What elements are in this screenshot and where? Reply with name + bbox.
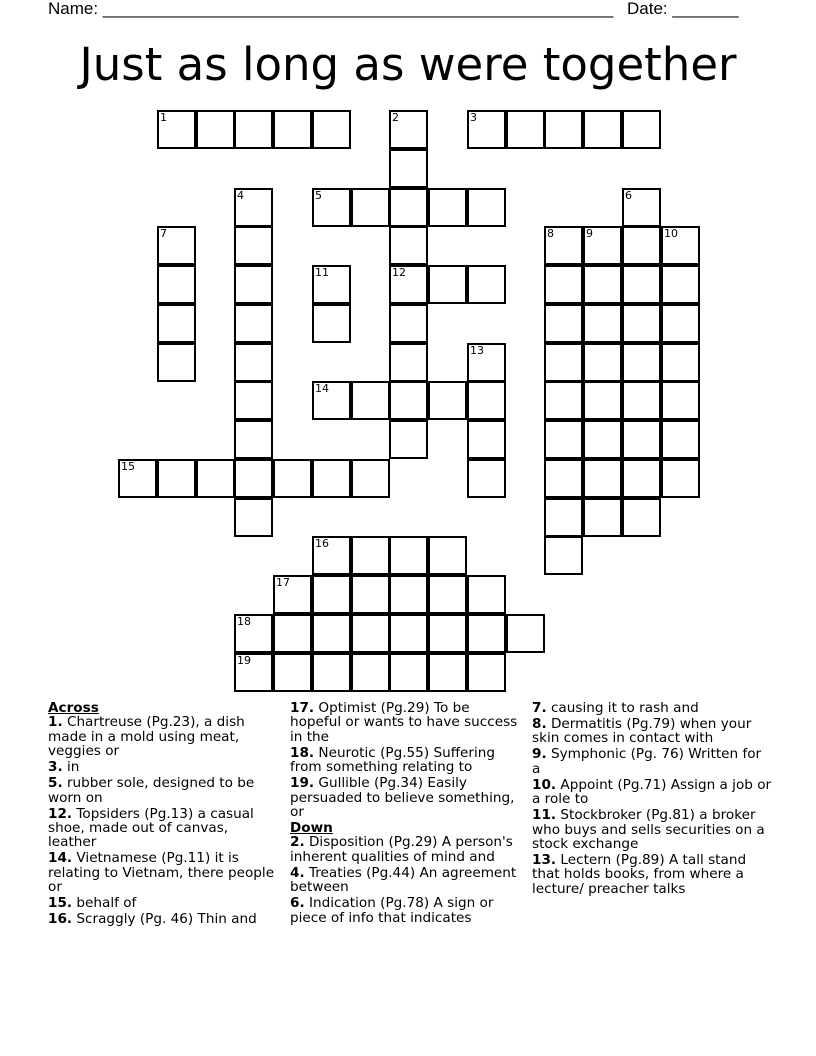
clue-number: 11.	[532, 807, 557, 824]
grid-cell[interactable]	[312, 459, 351, 498]
grid-cell[interactable]	[583, 265, 622, 304]
clue-number: 12.	[48, 805, 73, 822]
grid-cell[interactable]	[428, 265, 467, 304]
clue-item	[290, 896, 524, 925]
grid-cell[interactable]	[157, 226, 196, 265]
grid-cell[interactable]	[661, 459, 700, 498]
clue-item	[48, 851, 280, 894]
clue-list	[290, 835, 524, 925]
grid-cell[interactable]	[583, 110, 622, 149]
clue-item	[532, 778, 772, 807]
grid-cell[interactable]	[389, 575, 428, 614]
grid-cell[interactable]	[234, 188, 273, 227]
grid-cell[interactable]	[312, 188, 351, 227]
clue-number: 2	[392, 111, 399, 124]
grid-cell[interactable]	[583, 343, 622, 382]
grid-cell[interactable]	[622, 343, 661, 382]
clue-text: Appoint (Pg.71) Assign a job or a role to	[532, 776, 772, 808]
clue-text: Gullible (Pg.34) Easily persuaded to believe something, or	[290, 775, 515, 821]
grid-cell[interactable]	[661, 304, 700, 343]
clue-number: 3.	[48, 759, 63, 776]
clue-text: Indication (Pg.78) A sign or piece of info that indicates	[290, 895, 494, 926]
clue-text: rubber sole, designed to be worn on	[48, 775, 255, 806]
grid-cell[interactable]	[428, 536, 467, 575]
clue-text: Lectern (Pg.89) A tall stand that holds books, from where a lecture/ preacher talks	[532, 852, 747, 897]
puzzle-title: Just as long as were together	[79, 38, 737, 91]
clue-number: 7	[160, 227, 167, 240]
grid-cell[interactable]	[544, 498, 583, 537]
clue-text: in	[62, 759, 80, 776]
clue-list	[290, 701, 524, 819]
clue-number: 15	[121, 460, 135, 473]
grid-cell[interactable]	[273, 110, 312, 149]
grid-cell[interactable]	[389, 304, 428, 343]
clues-column-2	[290, 701, 524, 927]
grid-cell[interactable]	[234, 653, 273, 692]
clue-item	[532, 747, 772, 776]
grid-cell[interactable]	[389, 653, 428, 692]
grid-cell[interactable]	[389, 614, 428, 653]
clue-text: Symphonic (Pg. 76) Written for a	[532, 746, 762, 777]
clue-number: 17.	[290, 700, 315, 716]
grid-cell[interactable]	[622, 459, 661, 498]
grid-cell[interactable]	[467, 265, 506, 304]
grid-cell[interactable]	[622, 304, 661, 343]
clue-text: Neurotic (Pg.55) Suffering from something relating to	[290, 744, 496, 776]
grid-cell[interactable]	[234, 343, 273, 382]
grid-cell[interactable]	[622, 498, 661, 537]
grid-cell[interactable]	[583, 459, 622, 498]
clue-text: Scraggly (Pg. 46) Thin and	[72, 911, 257, 928]
grid-cell[interactable]	[389, 188, 428, 227]
grid-cell[interactable]	[234, 110, 273, 149]
grid-cell[interactable]	[467, 343, 506, 382]
grid-cell[interactable]	[234, 614, 273, 653]
clue-number: 2.	[290, 834, 305, 851]
grid-cell[interactable]	[389, 381, 428, 420]
grid-cell[interactable]	[234, 226, 273, 265]
grid-cell[interactable]	[157, 110, 196, 149]
grid-cell[interactable]	[234, 420, 273, 459]
clue-number: 14	[315, 382, 329, 395]
grid-cell[interactable]	[428, 381, 467, 420]
grid-cell[interactable]	[544, 343, 583, 382]
grid-cell[interactable]	[467, 653, 506, 692]
clue-item	[532, 717, 772, 746]
grid-cell[interactable]	[467, 614, 506, 653]
clue-number: 10.	[532, 776, 557, 793]
grid-cell[interactable]	[544, 265, 583, 304]
clue-item	[290, 866, 524, 895]
grid-cell[interactable]	[622, 110, 661, 149]
clue-number: 7.	[532, 700, 547, 716]
grid-cell[interactable]	[312, 653, 351, 692]
clue-number: 1.	[48, 714, 63, 731]
clue-number: 8	[547, 227, 554, 240]
grid-cell[interactable]	[351, 653, 390, 692]
grid-cell[interactable]	[583, 420, 622, 459]
grid-cell[interactable]	[196, 110, 235, 149]
grid-cell[interactable]	[312, 110, 351, 149]
grid-cell[interactable]	[351, 188, 390, 227]
grid-cell[interactable]	[544, 110, 583, 149]
grid-cell[interactable]	[583, 498, 622, 537]
clue-item	[48, 896, 280, 910]
grid-cell[interactable]	[622, 420, 661, 459]
across-heading: Across	[48, 700, 99, 716]
clue-number: 17	[276, 576, 290, 589]
clue-text: Treaties (Pg.44) An agreement between	[290, 864, 517, 896]
grid-cell[interactable]	[428, 188, 467, 227]
grid-cell[interactable]	[351, 536, 390, 575]
date-field-label: Date: _______	[627, 0, 739, 18]
clue-number: 9.	[532, 746, 547, 763]
grid-cell[interactable]	[234, 304, 273, 343]
down-heading: Down	[290, 820, 333, 837]
grid-cell[interactable]	[467, 420, 506, 459]
name-field-label: Name: ______________________________________________________	[48, 0, 614, 18]
grid-cell[interactable]	[157, 304, 196, 343]
grid-cell[interactable]	[428, 614, 467, 653]
grid-cell[interactable]	[661, 265, 700, 304]
grid-cell[interactable]	[428, 653, 467, 692]
clue-number: 1	[160, 111, 167, 124]
grid-cell[interactable]	[544, 459, 583, 498]
grid-cell[interactable]	[389, 265, 428, 304]
clue-text: Dermatitis (Pg.79) when your skin comes in contact with	[532, 716, 752, 747]
clue-number: 5.	[48, 775, 63, 792]
grid-cell[interactable]	[622, 226, 661, 265]
clue-number: 8.	[532, 716, 547, 732]
grid-cell[interactable]	[234, 381, 273, 420]
grid-cell[interactable]	[661, 226, 700, 265]
grid-cell[interactable]	[273, 614, 312, 653]
grid-cell[interactable]	[544, 226, 583, 265]
grid-cell[interactable]	[661, 343, 700, 382]
grid-cell[interactable]	[312, 614, 351, 653]
grid-cell[interactable]	[389, 343, 428, 382]
grid-cell[interactable]	[622, 265, 661, 304]
grid-cell[interactable]	[351, 614, 390, 653]
grid-cell[interactable]	[312, 381, 351, 420]
grid-cell[interactable]	[312, 304, 351, 343]
grid-cell[interactable]	[157, 343, 196, 382]
grid-cell[interactable]	[312, 265, 351, 304]
clue-number: 16	[315, 537, 329, 550]
clue-list	[48, 715, 280, 926]
clue-number: 6.	[290, 895, 305, 912]
clue-item	[48, 776, 280, 805]
grid-cell[interactable]	[234, 498, 273, 537]
grid-cell[interactable]	[661, 381, 700, 420]
grid-cell[interactable]	[389, 110, 428, 149]
clue-number: 6	[625, 189, 632, 202]
clue-item	[290, 746, 524, 775]
clue-text: Topsiders (Pg.13) a casual shoe, made out of canvas, leather	[48, 805, 254, 851]
clue-number: 4.	[290, 864, 305, 881]
clue-number: 11	[315, 266, 329, 279]
grid-cell[interactable]	[351, 575, 390, 614]
grid-cell[interactable]	[234, 265, 273, 304]
grid-cell[interactable]	[622, 381, 661, 420]
clue-number: 13.	[532, 852, 557, 869]
grid-cell[interactable]	[351, 381, 390, 420]
grid-cell[interactable]	[506, 110, 545, 149]
clue-item	[290, 835, 524, 864]
grid-cell[interactable]	[583, 381, 622, 420]
clue-number: 13	[470, 344, 484, 357]
grid-cell[interactable]	[389, 420, 428, 459]
grid-cell[interactable]	[544, 304, 583, 343]
clue-text: behalf of	[72, 895, 137, 912]
clue-number: 19	[237, 654, 251, 667]
clue-item	[532, 853, 772, 896]
clue-item	[290, 776, 524, 819]
clue-text: Chartreuse (Pg.23), a dish made in a mold using meat, veggies or	[48, 714, 245, 760]
grid-cell[interactable]	[467, 459, 506, 498]
grid-cell[interactable]	[312, 575, 351, 614]
grid-cell[interactable]	[467, 188, 506, 227]
clue-text: Optimist (Pg.29) To be hopeful or wants to have success in the	[290, 700, 518, 745]
clue-number: 19.	[290, 775, 315, 792]
clue-list	[532, 701, 772, 896]
clue-number: 3	[470, 111, 477, 124]
clue-item	[532, 701, 772, 715]
clue-number: 18.	[290, 744, 315, 761]
grid-cell[interactable]	[157, 459, 196, 498]
clue-number: 10	[664, 227, 678, 240]
clue-item	[532, 808, 772, 851]
clue-text: Disposition (Pg.29) A person's inherent qualities of mind and	[290, 834, 513, 865]
grid-cell[interactable]	[428, 575, 467, 614]
grid-cell[interactable]	[467, 575, 506, 614]
grid-cell[interactable]	[506, 614, 545, 653]
clue-number: 14.	[48, 850, 73, 867]
grid-cell[interactable]	[467, 110, 506, 149]
grid-cell[interactable]	[467, 381, 506, 420]
clue-item	[290, 701, 524, 744]
grid-cell[interactable]	[312, 536, 351, 575]
clue-item	[48, 715, 280, 758]
grid-cell[interactable]	[661, 420, 700, 459]
clue-item	[48, 807, 280, 850]
grid-cell[interactable]	[389, 149, 428, 188]
clues-column-1	[48, 701, 280, 928]
grid-cell[interactable]	[544, 420, 583, 459]
grid-cell[interactable]	[544, 381, 583, 420]
clue-number: 15.	[48, 895, 73, 912]
grid-cell[interactable]	[273, 459, 312, 498]
grid-cell[interactable]	[351, 459, 390, 498]
clue-text: Vietnamese (Pg.11) it is relating to Vietnam, there people or	[48, 850, 275, 896]
clue-number: 5	[315, 189, 322, 202]
grid-cell[interactable]	[118, 459, 157, 498]
grid-cell[interactable]	[157, 265, 196, 304]
clues-column-3	[532, 701, 772, 898]
clue-text: causing it to rash and	[546, 700, 699, 716]
grid-cell[interactable]	[389, 536, 428, 575]
clue-number: 18	[237, 615, 251, 628]
clue-number: 12	[392, 266, 406, 279]
grid-cell[interactable]	[389, 226, 428, 265]
grid-cell[interactable]	[196, 459, 235, 498]
clue-number: 16.	[48, 911, 73, 928]
grid-cell[interactable]	[583, 226, 622, 265]
grid-cell[interactable]	[544, 536, 583, 575]
grid-cell[interactable]	[273, 575, 312, 614]
grid-cell[interactable]	[583, 304, 622, 343]
grid-cell[interactable]	[234, 459, 273, 498]
clue-item	[48, 760, 280, 774]
clue-number: 9	[586, 227, 593, 240]
clue-item	[48, 912, 280, 926]
clue-text: Stockbroker (Pg.81) a broker who buys and sells securities on a stock exchange	[532, 807, 765, 853]
clue-number: 4	[237, 189, 244, 202]
grid-cell[interactable]	[273, 653, 312, 692]
grid-cell[interactable]	[622, 188, 661, 227]
